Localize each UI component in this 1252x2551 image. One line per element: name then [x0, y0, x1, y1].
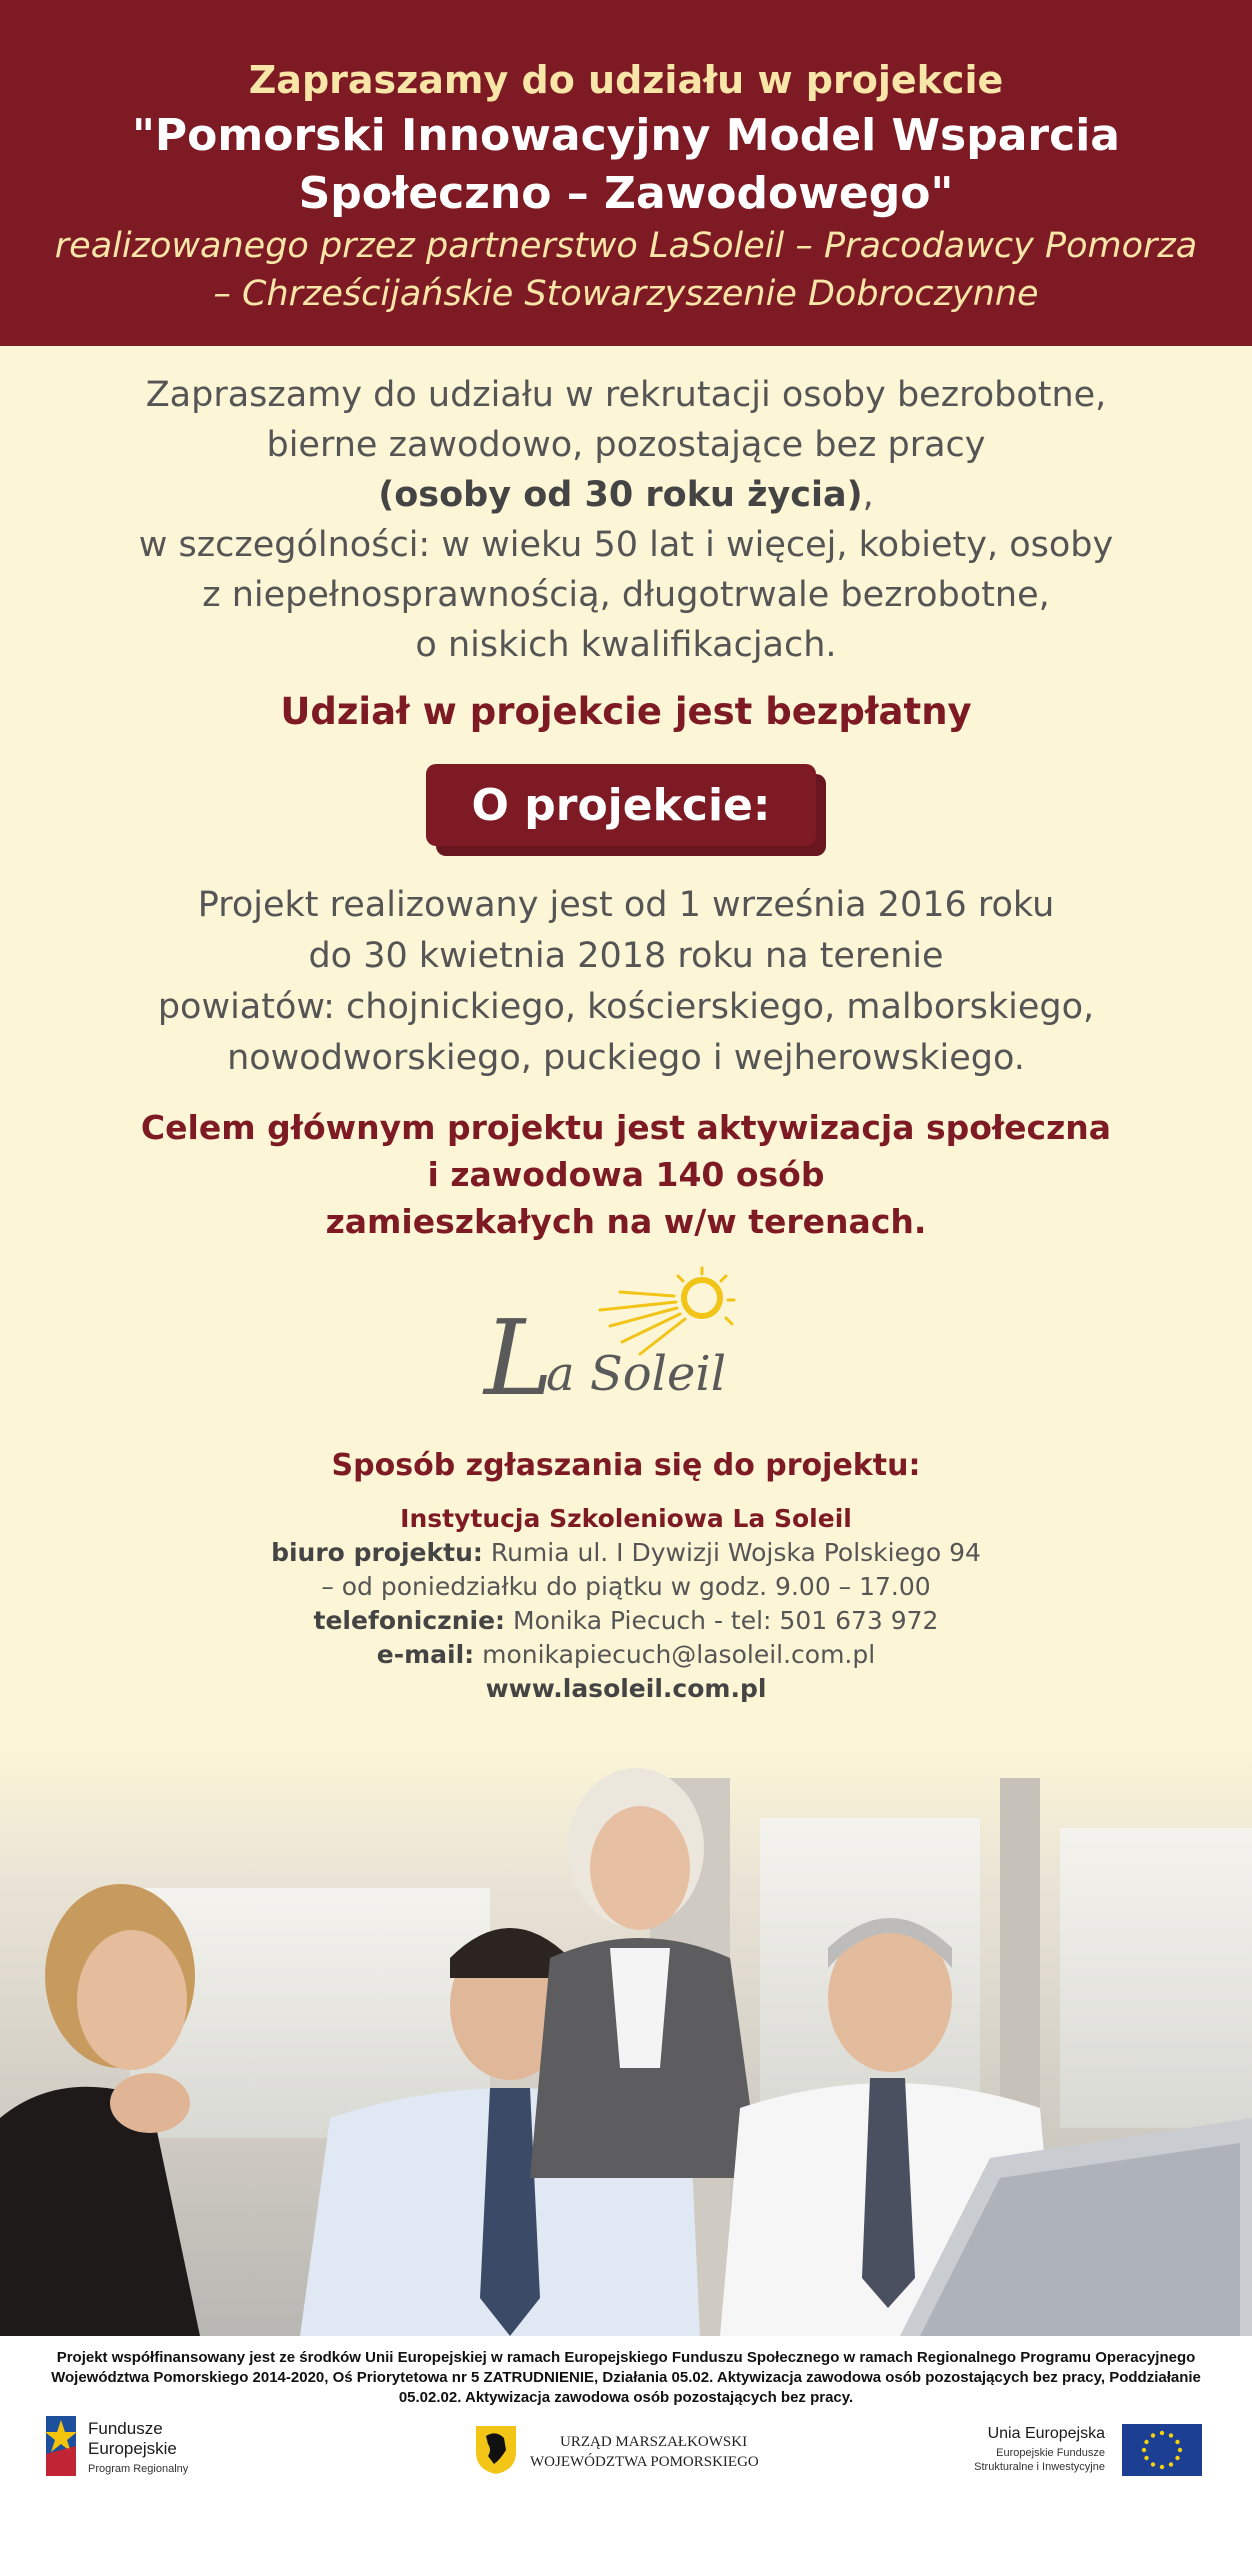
goal-line-1: Celem głównym projektu jest aktywizacja społeczna — [140, 1108, 1112, 1147]
project-line-3: powiatów: chojnickiego, kościerskiego, malborskiego, — [157, 987, 1095, 1027]
header-banner — [0, 0, 1252, 346]
about-project-button: O projekcie: — [426, 764, 816, 846]
fe-line-1: Fundusze — [88, 2419, 163, 2438]
griffin-coat-of-arms-icon — [476, 2426, 516, 2474]
goal-line-3: zamieszkałych na w/w terenach. — [325, 1202, 927, 1241]
intro-paragraph — [100, 370, 1152, 670]
email-label: e-mail: — [376, 1640, 475, 1669]
urzad-marszalkowski-logo — [474, 2424, 794, 2474]
intro-line-5: z niepełnosprawnością, długotrwale bezrobotne, — [202, 575, 1050, 615]
goal-line-2: i zawodowa 140 osób — [427, 1155, 825, 1194]
header-line-4: realizowanego przez partnerstwo LaSoleil – Pracodawcy Pomorza — [54, 226, 1198, 266]
phone-label: telefonicznie: — [313, 1606, 506, 1635]
funding-line-2: Województwa Pomorskiego 2014-2020, Oś Priorytetowa nr 5 ZATRUDNIENIE, Działania 05.02. Aktywizacja zawodowa osób pozostających bez pracy, Poddziałanie — [51, 2369, 1201, 2386]
intro-line-3-rest: , — [862, 475, 874, 515]
intro-line-3 — [100, 470, 1152, 520]
sun-icon — [600, 1268, 734, 1354]
eu-flag-icon — [1122, 2424, 1202, 2476]
ue-line-2: Europejskie Fundusze — [996, 2447, 1105, 2459]
um-line-1: URZĄD MARSZAŁKOWSKI — [560, 2434, 748, 2450]
intro-line-2: bierne zawodowo, pozostające bez pracy — [266, 425, 986, 465]
project-line-4: nowodworskiego, puckiego i wejherowskiego. — [227, 1038, 1025, 1078]
fe-line-3: Program Regionalny — [88, 2463, 189, 2475]
logo-text: a Soleil — [546, 1346, 727, 1402]
header-line-1: Zapraszamy do udziału w projekcie — [248, 58, 1004, 102]
project-line-1: Projekt realizowany jest od 1 września 2016 roku — [197, 885, 1055, 925]
website-text[interactable]: www.lasoleil.com.pl — [485, 1674, 767, 1703]
intro-age-criterion: (osoby od 30 roku życia) — [378, 475, 863, 515]
funding-notice — [40, 2348, 1212, 2408]
header-line-5: – Chrześcijańskie Stowarzyszenie Dobroczynne — [213, 274, 1039, 314]
team-photo — [0, 1738, 1252, 2336]
header-line-3: Społeczno – Zawodowego" — [298, 168, 954, 219]
phone-value: Monika Piecuch - tel: 501 673 972 — [505, 1606, 939, 1635]
office-label: biuro projektu: — [271, 1538, 483, 1567]
project-goal — [100, 1104, 1152, 1245]
office-hours: – od poniedziałku do piątku w godz. 9.00 – 17.00 — [321, 1572, 931, 1601]
intro-line-6: o niskich kwalifikacjach. — [415, 625, 837, 665]
free-notice: Udział w projekcie jest bezpłatny — [280, 690, 972, 733]
funding-line-1: Projekt współfinansowany jest ze środków Unii Europejskiej w ramach Europejskiego Funduszu Społecznego w ramach Regionalnego Programu Operacyjnego — [56, 2349, 1196, 2366]
logo-letter-l: L — [484, 1297, 554, 1412]
contact-block — [150, 1502, 1102, 1706]
intro-line-4: w szczególności: w wieku 50 lat i więcej, kobiety, osoby — [138, 525, 1114, 565]
fe-line-2: Europejskie — [88, 2439, 177, 2458]
website-link[interactable] — [150, 1672, 1102, 1706]
fundusze-europejskie-logo — [44, 2410, 244, 2480]
ue-line-3: Strukturalne i Inwestycyjne — [974, 2461, 1105, 2473]
funding-line-3: 05.02.02. Aktywizacja zawodowa osób pozostających bez pracy. — [398, 2389, 854, 2406]
fundusze-star-icon — [45, 2416, 77, 2476]
institution-name: Instytucja Szkoleniowa La Soleil — [400, 1504, 852, 1533]
unia-europejska-logo — [950, 2420, 1210, 2480]
email-contact — [150, 1638, 1102, 1672]
lasoleil-logo — [480, 1262, 770, 1412]
email-value: monikapiecuch@lasoleil.com.pl — [474, 1640, 876, 1669]
phone-contact — [150, 1604, 1102, 1638]
office-address — [150, 1536, 1102, 1570]
um-line-2: WOJEWÓDZTWA POMORSKIEGO — [530, 2454, 759, 2470]
intro-line-1: Zapraszamy do udziału w rekrutacji osoby bezrobotne, — [145, 375, 1107, 415]
ue-line-1: Unia Europejska — [987, 2425, 1105, 2442]
project-line-2: do 30 kwietnia 2018 roku na terenie — [308, 936, 944, 976]
how-to-apply-heading: Sposób zgłaszania się do projektu: — [331, 1448, 921, 1483]
project-description — [100, 880, 1152, 1084]
header-line-2: "Pomorski Innowacyjny Model Wsparcia — [131, 110, 1120, 161]
office-value: Rumia ul. I Dywizji Wojska Polskiego 94 — [482, 1538, 981, 1567]
